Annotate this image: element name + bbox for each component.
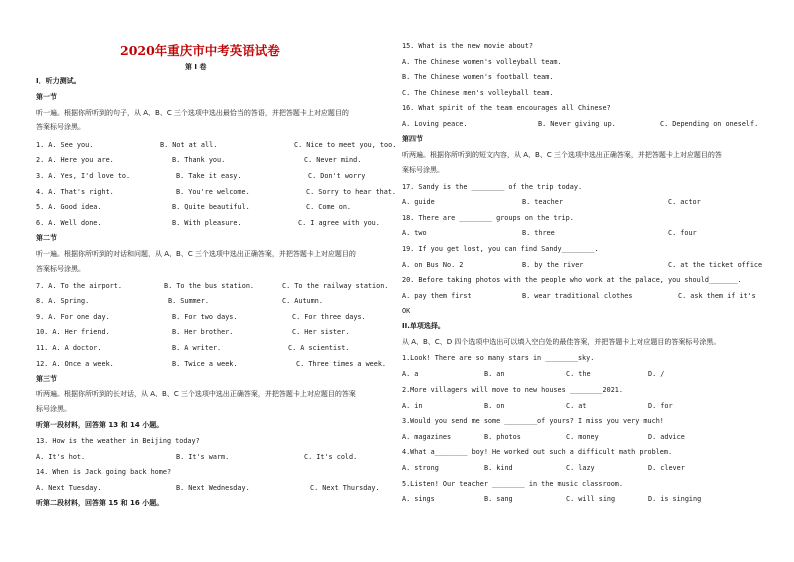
question-option: B. Her brother.	[172, 328, 234, 336]
question-option: 12. A. Once a week.	[36, 360, 114, 368]
question-option: C. lazy	[566, 464, 595, 472]
question-stem: 15. What is the new movie about?	[402, 42, 533, 50]
section-heading: 第二节	[36, 234, 57, 242]
question-option: B. sang	[484, 495, 513, 503]
question-stem: 5.Listen! Our teacher ________ in the music classroom.	[402, 480, 623, 488]
question-option: B. three	[522, 229, 555, 237]
question-option: C. money	[566, 433, 599, 441]
volume-label: 第 I 卷	[185, 63, 207, 71]
question-option: C. will sing	[566, 495, 616, 503]
question-stem: 1.Look! There are so many stars in ________sky.	[402, 354, 595, 362]
section-heading: 第一节	[36, 93, 57, 101]
question-option: A. two	[402, 229, 427, 237]
question-option: C. ask them if it's	[678, 292, 756, 300]
instruction: 答案标号涂黑。	[36, 123, 85, 131]
part-heading: I．听力测试。	[36, 77, 81, 85]
instruction: 听两遍。根据你所听到的短文内容，从 A、B、C 三个选项中选出正确答案，并把答题卡上对应题目的答	[402, 151, 722, 159]
question-stem: 18. There are ________ groups on the trip.	[402, 214, 574, 222]
question-option: B. To the bus station.	[164, 282, 255, 290]
question-option: 7. A. To the airport.	[36, 282, 122, 290]
question-option: C. A scientist.	[288, 344, 350, 352]
question-option: B. by the river	[522, 261, 584, 269]
question-option: 3. A. Yes, I'd love to.	[36, 172, 131, 180]
question-option: 5. A. Good idea.	[36, 203, 102, 211]
question-option: 10. A. Her friend.	[36, 328, 110, 336]
question-option: B. Never giving up.	[538, 120, 616, 128]
question-option: B. Summer.	[168, 297, 209, 305]
question-option: B. Not at all.	[160, 141, 218, 149]
question-option: B. Twice a week.	[172, 360, 238, 368]
question-stem: 13. How is the weather in Beijing today?	[36, 437, 200, 445]
question-option: 1. A. See you.	[36, 141, 94, 149]
instruction: 标号涂黑。	[36, 405, 71, 413]
instruction: 听一遍。根据你所听到的句子，从 A、B、C 三个选项中选出最恰当的答语，并把答题卡上对应题目的	[36, 109, 349, 117]
question-option: D. for	[648, 402, 673, 410]
question-stem: 4.What a________ boy! He worked out such a difficult math problem.	[402, 448, 673, 456]
question-option: B. on	[484, 402, 505, 410]
question-option: A. in	[402, 402, 423, 410]
instruction: 从 A、B、C、D 四个选项中选出可以填入空白处的最佳答案，并把答题卡上对应题目的答案标号涂黑。	[402, 338, 721, 346]
question-option: D. clever	[648, 464, 685, 472]
question-stem: 20. Before taking photos with the people who work at the palace, you should_______.	[402, 276, 742, 284]
instruction: 听两遍。根据你所听到的长对话，从 A、B、C 三个选项中选出正确答案，并把答题卡上对应题目的答案	[36, 390, 356, 398]
question-option: C. Never mind.	[304, 156, 362, 164]
question-option: C. Three times a week.	[296, 360, 387, 368]
question-option: B. Thank you.	[172, 156, 226, 164]
question-option: A. Loving peace.	[402, 120, 468, 128]
question-option: 11. A. A doctor.	[36, 344, 102, 352]
question-option-continued: OK	[402, 307, 411, 315]
question-option: B. You're welcome.	[176, 188, 250, 196]
instruction: 案标号涂黑。	[402, 166, 444, 174]
question-option: C. at	[566, 402, 587, 410]
question-option: D. advice	[648, 433, 685, 441]
question-option: 4. A. That's right.	[36, 188, 114, 196]
question-option: C. Her sister.	[292, 328, 350, 336]
question-option: B. photos	[484, 433, 521, 441]
question-stem: 14. When is Jack going back home?	[36, 468, 172, 476]
question-option: A. a	[402, 370, 419, 378]
question-option: B. Quite beautiful.	[172, 203, 250, 211]
instruction: 答案标号涂黑。	[36, 265, 85, 273]
material-heading: 听第二段材料，回答第 15 和 16 小题。	[36, 499, 164, 507]
question-stem: 19. If you get lost, you can find Sandy________.	[402, 245, 599, 253]
question-option: A. sings	[402, 495, 435, 503]
question-option: B. Next Wednesday.	[176, 484, 250, 492]
question-stem: 3.Would you send me some ________of yours? I miss you very much!	[402, 417, 664, 425]
question-option: B. The Chinese women's football team.	[402, 73, 554, 81]
question-stem: 17. Sandy is the ________ of the trip today.	[402, 183, 583, 191]
question-option: C. I agree with you.	[298, 219, 380, 227]
question-option: C. actor	[668, 198, 701, 206]
question-option: C. It's cold.	[304, 453, 358, 461]
question-option: C. Next Thursday.	[310, 484, 380, 492]
question-option: D. /	[648, 370, 665, 378]
question-option: D. is singing	[648, 495, 702, 503]
question-option: 9. A. For one day.	[36, 313, 110, 321]
section-heading: 第四节	[402, 135, 423, 143]
question-option: C. Don't worry	[308, 172, 366, 180]
question-option: A. on Bus No. 2	[402, 261, 464, 269]
question-option: B. Take it easy.	[176, 172, 242, 180]
question-option: A. The Chinese women's volleyball team.	[402, 58, 562, 66]
question-option: C. The Chinese men's volleyball team.	[402, 89, 554, 97]
question-option: B. kind	[484, 464, 513, 472]
question-stem: 16. What spirit of the team encourages all Chinese?	[402, 104, 611, 112]
instruction: 听一遍。根据你所听到的对话和问题，从 A、B、C 三个选项中选出正确答案，并把答题卡上对应题目的	[36, 250, 356, 258]
question-option: 8. A. Spring.	[36, 297, 90, 305]
question-option: C. Depending on oneself.	[660, 120, 759, 128]
material-heading: 听第一段材料，回答第 13 和 14 小题。	[36, 421, 164, 429]
question-option: C. Sorry to hear that.	[306, 188, 397, 196]
question-stem: 2.More villagers will move to new houses ________2021.	[402, 386, 623, 394]
question-option: 2. A. Here you are.	[36, 156, 114, 164]
question-option: B. With pleasure.	[172, 219, 242, 227]
question-option: C. For three days.	[292, 313, 366, 321]
question-option: C. To the railway station.	[282, 282, 389, 290]
question-option: 6. A. Well done.	[36, 219, 102, 227]
question-option: A. pay them first	[402, 292, 472, 300]
question-option: A. guide	[402, 198, 435, 206]
question-option: B. A writer.	[172, 344, 222, 352]
part-heading: II.单项选择。	[402, 322, 445, 330]
question-option: A. Next Tuesday.	[36, 484, 102, 492]
question-option: A. It's hot.	[36, 453, 86, 461]
question-option: B. wear traditional clothes	[522, 292, 633, 300]
question-option: B. an	[484, 370, 505, 378]
exam-title: 2020年重庆市中考英语试卷	[120, 43, 280, 58]
question-option: B. For two days.	[172, 313, 238, 321]
question-option: C. the	[566, 370, 591, 378]
question-option: B. It's warm.	[176, 453, 230, 461]
question-option: C. Autumn.	[282, 297, 323, 305]
question-option: A. strong	[402, 464, 439, 472]
question-option: A. magazines	[402, 433, 452, 441]
question-option: B. teacher	[522, 198, 563, 206]
question-option: C. Nice to meet you, too.	[294, 141, 397, 149]
question-option: C. Come on.	[306, 203, 352, 211]
question-option: C. four	[668, 229, 697, 237]
section-heading: 第三节	[36, 375, 57, 383]
question-option: C. at the ticket office	[668, 261, 763, 269]
